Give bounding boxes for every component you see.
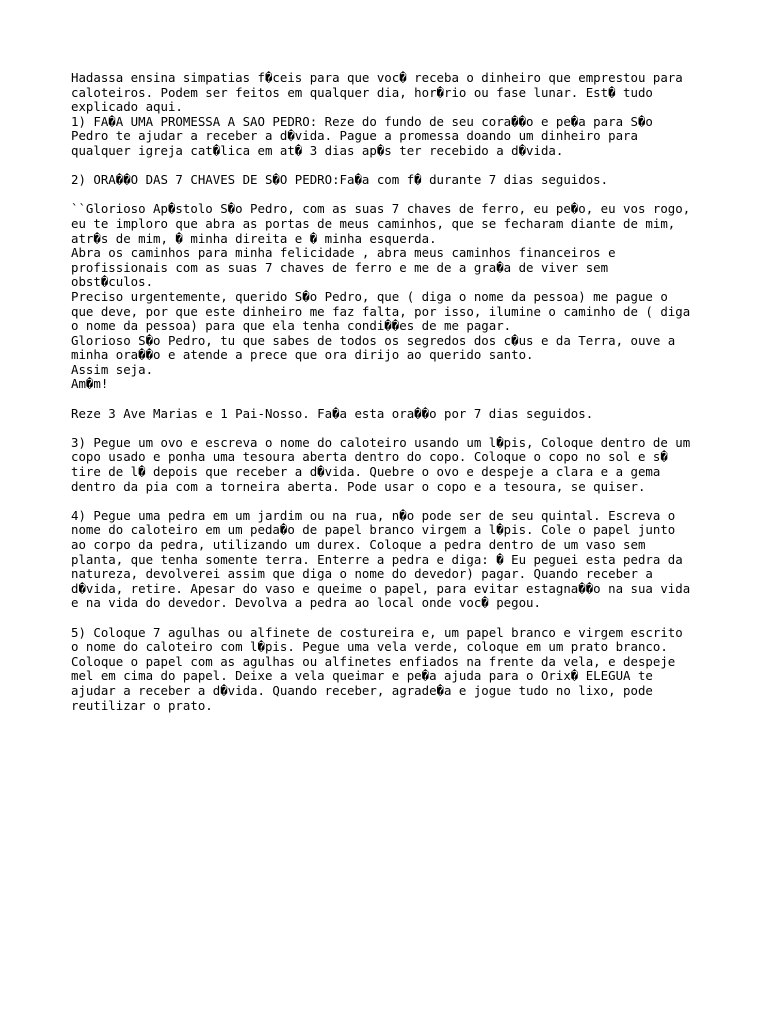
prayer-paragraph: ``Glorioso Ap�stolo S�o Pedro, com as suas 7 chaves de ferro, eu pe�o, eu vos rogo, eu te imploro que abra as portas de meus caminhos, que se fecharam diante de mim, atr�s de mim, � minha direita e � minha esquerda. Abra os caminhos para minha felicidade , abra meus caminhos financeiros e profissionais com as suas 7 chaves de ferro e me de a gra�a de viver sem obst�culos. Preciso urgentemente, querido S�o Pedro, que ( diga o nome da pessoa) me pague o que deve, por que este dinheiro me faz falta, por isso, ilumine o caminho de ( diga o nome da pessoa) para que ela tenha condi��es de me pagar. Glorioso S�o Pedro, tu que sabes de todos os segredos dos c�us e da Terra, ouve a minha ora��o e atende a prece que ora dirijo ao querido santo. Assim seja. Am�m! bbox=[71, 201, 691, 392]
prayer-instruction-paragraph: Reze 3 Ave Marias e 1 Pai-Nosso. Fa�a esta ora��o por 7 dias seguidos. bbox=[71, 405, 594, 421]
document-body bbox=[71, 71, 701, 713]
step-3-paragraph: 3) Pegue um ovo e escreva o nome do caloteiro usando um l�pis, Coloque dentro de um copo usado e ponha uma tesoura aberta dentro do copo. Coloque o copo no sol e s� tire de l� depois que receber a d�vida. Quebre o ovo e despeje a clara e a gema dentro da pia com a torneira aberta. Pode usar o copo e a tesoura, se quiser. bbox=[71, 434, 691, 494]
step-2-heading-paragraph: 2) ORA��O DAS 7 CHAVES DE S�O PEDRO:Fa�a com f� durante 7 dias seguidos. bbox=[71, 172, 609, 188]
intro-and-step-1-paragraph: Hadassa ensina simpatias f�ceis para que voc� receba o dinheiro que emprestou para caloteiros. Podem ser feitos em qualquer dia, hor�rio ou fase lunar. Est� tudo explicado aqui. 1) FA�A UMA PROMESSA A SAO PEDRO: Reze do fundo de seu cora��o e pe�a para S�o Pedro te ajudar a receber a d�vida. Pague a promessa doando um dinheiro para qualquer igreja cat�lica em at� 3 dias ap�s ter recebido a d�vida. bbox=[71, 70, 683, 158]
step-5-paragraph: 5) Coloque 7 agulhas ou alfinete de costureira e, um papel branco e virgem escrito o nome do caloteiro com l�pis. Pegue uma vela verde, coloque em um prato branco. Coloque o papel com as agulhas ou alfinetes enfiados na frente da vela, e despeje mel em cima do papel. Deixe a vela queimar e pe�a ajuda para o Orix� ELEGUA te ajudar a receber a d�vida. Quando receber, agrade�a e jogue tudo no lixo, pode reutilizar o prato. bbox=[71, 624, 683, 713]
step-4-paragraph: 4) Pegue uma pedra em um jardim ou na rua, n�o pode ser de seu quintal. Escreva o nome do caloteiro em um peda�o de papel branco virgem a l�pis. Cole o papel junto ao corpo da pedra, utilizando um durex. Coloque a pedra dentro de um vaso sem planta, que tenha somente terra. Enterre a pedra e diga: � Eu peguei esta pedra da natureza, devolverei assim que diga o nome do devedor) pagar. Quando receber a d�vida, retire. Apesar do vaso e queime o papel, para evitar estagna��o na sua vida e na vida do devedor. Devolva a pedra ao local onde voc� pegou. bbox=[71, 507, 691, 611]
